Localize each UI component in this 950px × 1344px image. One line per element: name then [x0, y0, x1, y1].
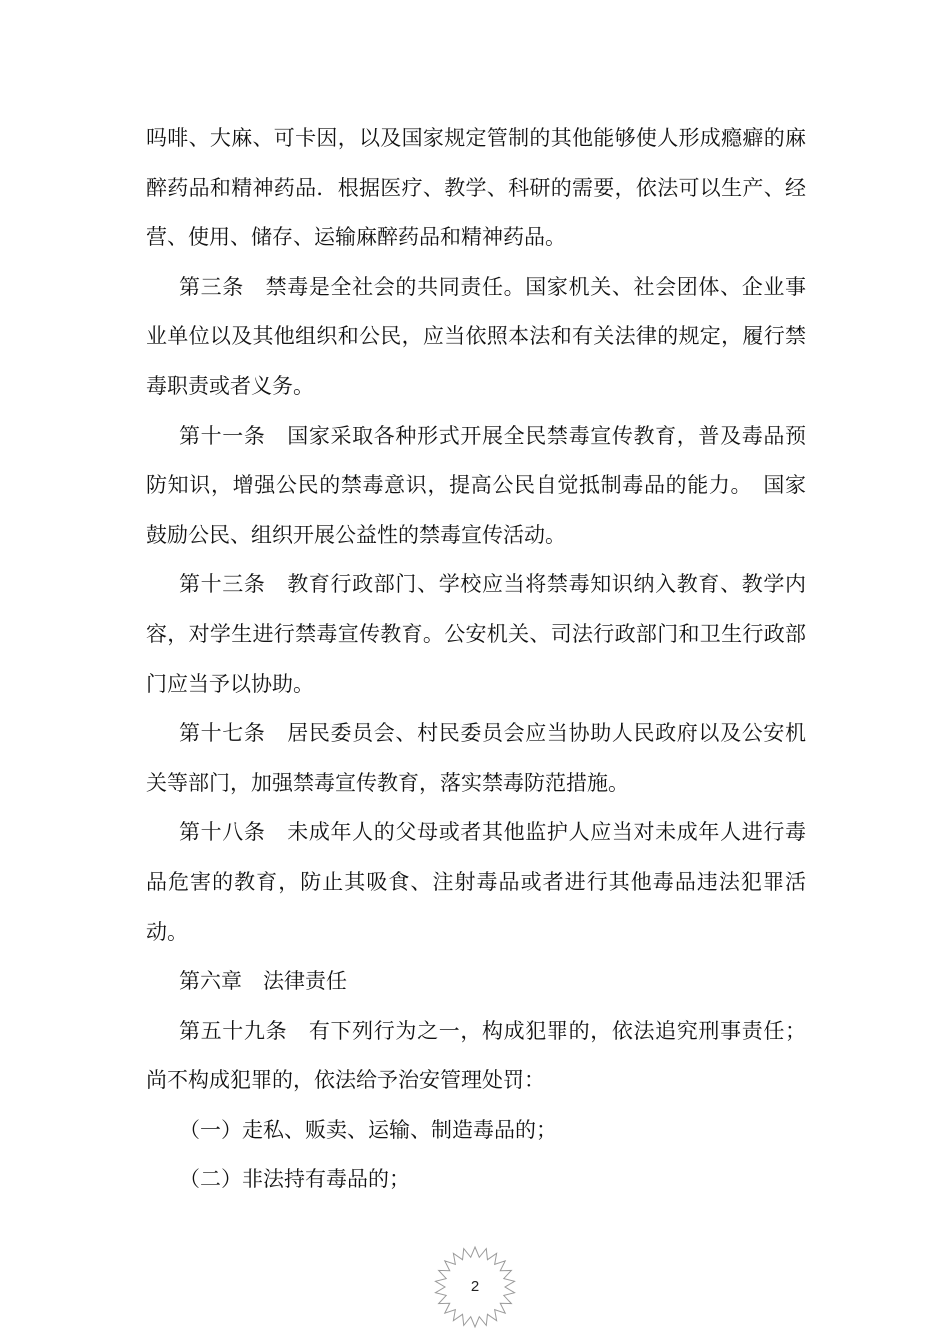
page-number-badge [433, 1245, 517, 1329]
body-text [146, 114, 806, 1205]
article-3: 第三条 禁毒是全社会的共同责任。国家机关、社会团体、企业事业单位以及其他组织和公民，应当依照本法和有关法律的规定，履行禁毒职责或者义务。 [146, 274, 806, 398]
article-17: 第十七条 居民委员会、村民委员会应当协助人民政府以及公安机关等部门，加强禁毒宣传教育，落实禁毒防范措施。 [146, 721, 806, 795]
article-11: 第十一条 国家采取各种形式开展全民禁毒宣传教育，普及毒品预防知识，增强公民的禁毒意识，提高公民自觉抵制毒品的能力。 国家鼓励公民、组织开展公益性的禁毒宣传活动。 [146, 423, 806, 547]
list-item-2: （二）非法持有毒品的； [179, 1167, 410, 1192]
list-item-1: （一）走私、贩卖、运输、制造毒品的； [179, 1117, 557, 1142]
page-number: 2 [470, 1278, 480, 1295]
article-13: 第十三条 教育行政部门、学校应当将禁毒知识纳入教育、教学内容，对学生进行禁毒宣传教育。公安机关、司法行政部门和卫生行政部门应当予以协助。 [146, 572, 806, 696]
article-18: 第十八条 未成年人的父母或者其他监护人应当对未成年人进行毒品危害的教育，防止其吸食、注射毒品或者进行其他毒品违法犯罪活动。 [146, 820, 806, 944]
article-59: 第五十九条 有下列行为之一，构成犯罪的，依法追究刑事责任；尚不构成犯罪的，依法给予治安管理处罚： [146, 1018, 806, 1093]
paragraph-continuation: 吗啡、大麻、可卡因，以及国家规定管制的其他能够使人形成瘾癖的麻醉药品和精神药品．根据医疗、教学、科研的需要，依法可以生产、经营、使用、储存、运输麻醉药品和精神药品。 [146, 126, 806, 250]
chapter-heading: 第六章 法律责任 [179, 969, 347, 994]
